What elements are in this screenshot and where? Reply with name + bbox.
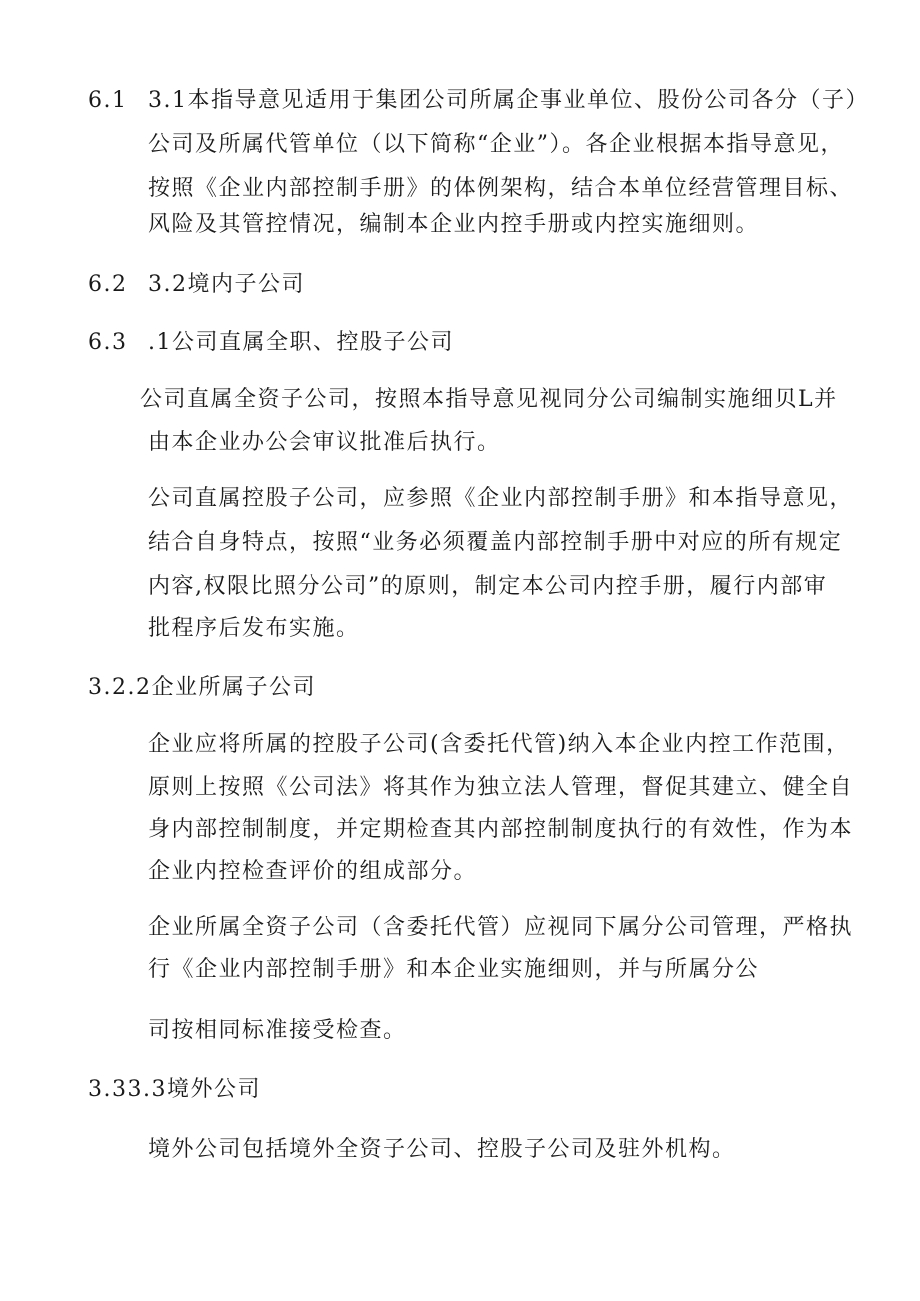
paragraph-2-line-4: 批程序后发布实施。 <box>148 616 360 641</box>
item-6-1-line-3: 按照《企业内部控制手册》的体例架构，结合本单位经营管理目标、 <box>148 176 854 201</box>
paragraph-4-line-1: 企业所属全资子公司（含委托代管）应视同下属分公司管理，严格执 <box>148 915 854 940</box>
paragraph-4-line-3: 司按相同标准接受检查。 <box>148 1018 407 1043</box>
paragraph-3-line-4: 企业内控检查评价的组成部分。 <box>148 859 478 884</box>
item-text: .1公司直属全职、控股子公司 <box>148 330 454 355</box>
item-text: 3.2境内子公司 <box>148 272 305 297</box>
paragraph-1-line-1: 公司直属全资子公司，按照本指导意见视同分公司编制实施细贝L并 <box>140 387 838 412</box>
item-number: 6.3 <box>88 330 128 355</box>
item-6-3 <box>88 328 454 358</box>
paragraph-5-line-1: 境外公司包括境外全资子公司、控股子公司及驻外机构。 <box>148 1137 736 1162</box>
section-heading-3-3: 3.33.3境外公司 <box>88 1077 261 1102</box>
paragraph-2-line-1: 公司直属控股子公司，应参照《企业内部控制手册》和本指导意见， <box>148 486 854 511</box>
paragraph-4-line-2: 行《企业内部控制手册》和本企业实施细则，并与所属分公 <box>148 957 760 982</box>
paragraph-3-line-1: 企业应将所属的控股子公司(含委托代管)纳入本企业内控工作范围， <box>148 732 850 757</box>
item-number: 6.2 <box>88 272 128 297</box>
paragraph-2-line-2: 结合自身特点，按照“业务必须覆盖内部控制手册中对应的所有规定 <box>148 530 843 555</box>
item-6-1-line-2: 公司及所属代管单位（以下简称“企业”）。各企业根据本指导意见， <box>148 132 844 157</box>
paragraph-3-line-2: 原则上按照《公司法》将其作为独立法人管理，督促其建立、健全自 <box>148 775 854 800</box>
paragraph-3-line-3: 身内部控制制度，并定期检查其内部控制制度执行的有效性，作为本 <box>148 817 854 842</box>
item-6-1-line-4: 风险及其管控情况，编制本企业内控手册或内控实施细则。 <box>148 212 760 237</box>
item-6-2 <box>88 270 305 300</box>
item-6-1-line-1 <box>88 86 869 116</box>
section-heading-3-2-2: 3.2.2企业所属子公司 <box>88 675 316 700</box>
paragraph-2-line-3: 内容,权限比照分公司”的原则，制定本公司内控手册，履行内部审 <box>148 574 828 599</box>
item-text: 3.1本指导意见适用于集团公司所属企事业单位、股份公司各分（子） <box>148 88 869 113</box>
item-number: 6.1 <box>88 88 128 113</box>
paragraph-1-line-2: 由本企业办公会审议批准后执行。 <box>148 430 501 455</box>
